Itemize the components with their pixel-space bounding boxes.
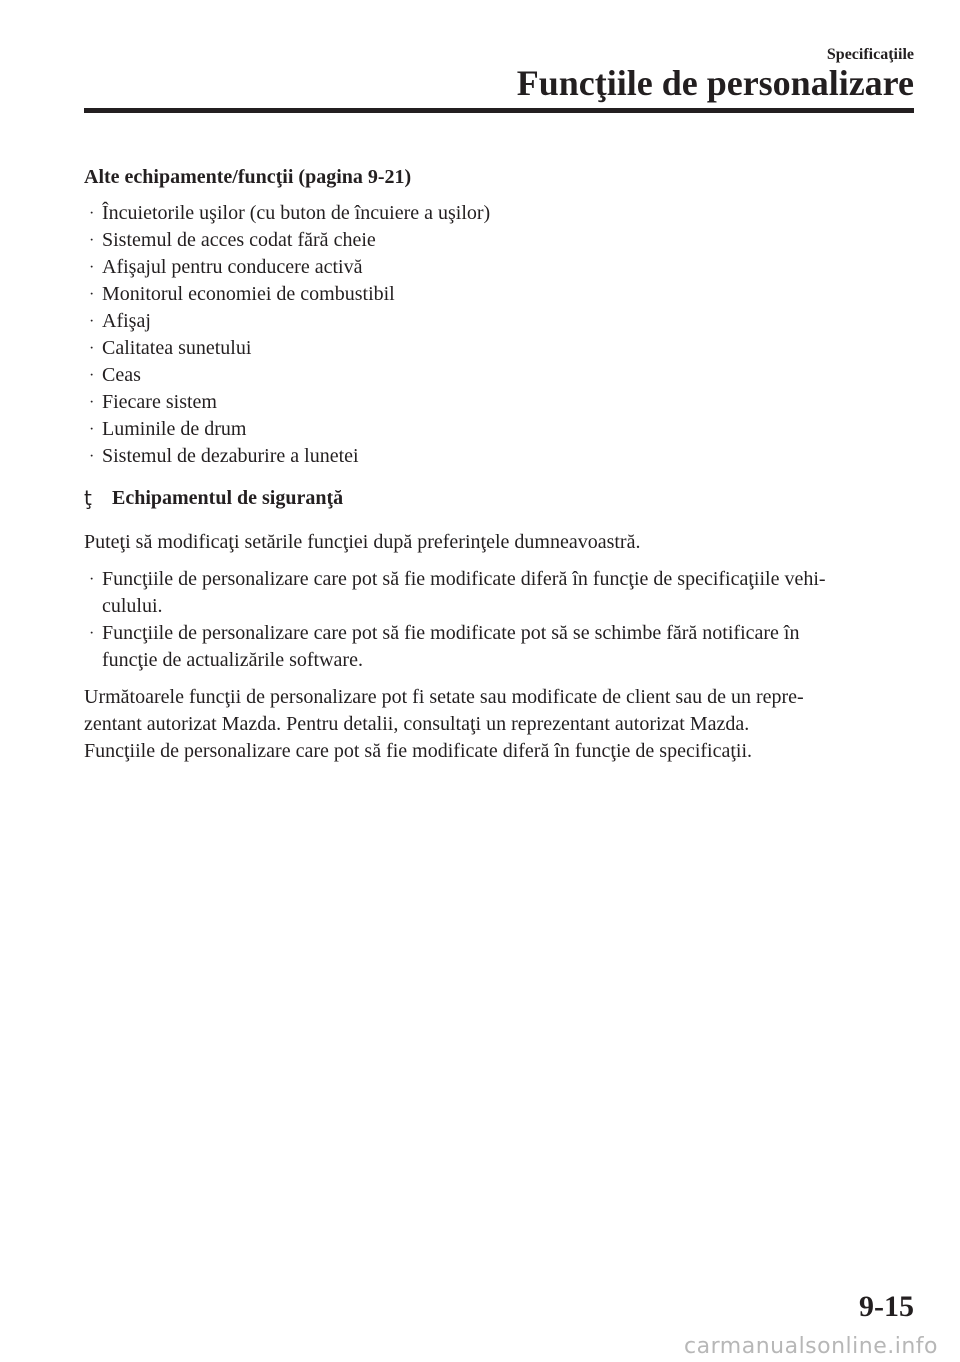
other-equipment-list: [84, 200, 916, 470]
bullet-icon: ·: [89, 448, 95, 465]
list-item-label: Luminile de drum: [102, 418, 247, 440]
safety-equipment-heading: [84, 485, 916, 512]
list-item: [84, 620, 916, 674]
page-title: Funcţiile de personalizare: [516, 63, 914, 103]
list-item: [84, 200, 916, 227]
bullet-icon: ·: [89, 259, 95, 276]
list-item-label: Calitatea sunetului: [102, 337, 252, 359]
list-item-label: Fiecare sistem: [102, 391, 217, 413]
safety-notes-list: [84, 566, 916, 674]
bullet-icon: ·: [89, 286, 95, 303]
list-item: [84, 416, 916, 443]
note-line: Funcţiile de personalizare care pot să fie modificate pot să se schimbe fără notificare în: [102, 622, 800, 644]
list-item: [84, 389, 916, 416]
bullet-icon: ·: [89, 313, 95, 330]
bullet-icon: ·: [89, 625, 95, 642]
list-item-label: Afişaj: [102, 310, 151, 332]
bullet-icon: ·: [89, 421, 95, 438]
list-item-label: Sistemul de acces codat fără cheie: [102, 229, 376, 251]
bullet-icon: ·: [89, 232, 95, 249]
bullet-icon: ·: [89, 394, 95, 411]
bullet-icon: ·: [89, 205, 95, 222]
list-item: [84, 566, 916, 620]
bullet-icon: ·: [89, 340, 95, 357]
list-item-label: Sistemul de dezaburire a lunetei: [102, 445, 359, 467]
list-item: [84, 281, 916, 308]
safety-paragraph: [84, 684, 916, 765]
watermark: carmanualsonline.info: [684, 1334, 938, 1359]
list-item: [84, 362, 916, 389]
list-item-label: Monitorul economiei de combustibil: [102, 283, 395, 305]
paragraph-line: Următoarele funcţii de personalizare pot fi setate sau modificate de client sau de un repre-: [84, 686, 804, 708]
running-header-section: Specificaţiile: [826, 46, 914, 63]
bullet-icon: ·: [89, 367, 95, 384]
header-divider: [84, 108, 914, 113]
list-item-label: Ceas: [102, 364, 141, 386]
note-line: funcţie de actualizările software.: [102, 649, 363, 671]
list-item: [84, 335, 916, 362]
note-line: Funcţiile de personalizare care pot să fie modificate diferă în funcţie de specificaţiile vehi-: [102, 568, 826, 590]
list-item: [84, 308, 916, 335]
safety-intro: Puteţi să modificaţi setările funcţiei după preferinţele dumneavoastră.: [84, 531, 641, 553]
paragraph-line: Funcţiile de personalizare care pot să fie modificate diferă în funcţie de specificaţii.: [84, 740, 753, 762]
page-number: 9-15: [859, 1290, 914, 1323]
other-equipment-heading: Alte echipamente/funcţii (pagina 9-21): [84, 166, 412, 188]
list-item-label: Afişajul pentru conducere activă: [102, 256, 363, 278]
safety-heading-label: Echipamentul de siguranţă: [112, 487, 344, 509]
list-item: [84, 254, 916, 281]
section-marker-icon: ţ: [84, 486, 92, 510]
bullet-icon: ·: [89, 571, 95, 588]
list-item-label: Încuietorile uşilor (cu buton de încuiere a uşilor): [102, 202, 491, 224]
page-content: [84, 164, 916, 765]
list-item: [84, 227, 916, 254]
list-item: [84, 443, 916, 470]
note-line: culului.: [102, 595, 163, 617]
paragraph-line: zentant autorizat Mazda. Pentru detalii, consultaţi un reprezentant autorizat Mazda.: [84, 713, 750, 735]
